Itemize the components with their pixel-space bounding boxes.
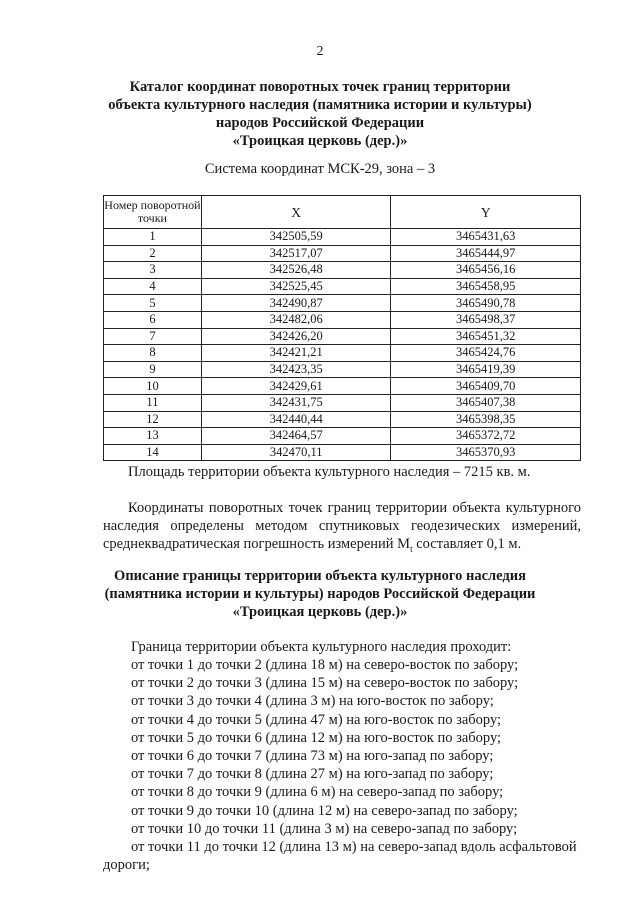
table-row xyxy=(104,444,581,461)
boundary-segment: от точки 5 до точки 6 (длина 12 м) на юго-восток по забору; xyxy=(131,729,502,746)
table-row xyxy=(104,411,581,428)
y-cell: 3465456,16 xyxy=(391,262,581,279)
description-heading-line: Описание границы территории объекта культурного наследия xyxy=(114,568,526,584)
x-cell: 342490,87 xyxy=(201,295,391,312)
method-paragraph xyxy=(103,499,581,558)
description-heading xyxy=(60,567,580,621)
coordinate-system: Система координат МСК-29, зона – 3 xyxy=(204,161,436,177)
boundary-segment: от точки 3 до точки 4 (длина 3 м) на юго-восток по забору; xyxy=(131,693,494,710)
method-line: Координаты поворотных точек границ территории объекта культурного xyxy=(128,500,581,516)
description-heading-line: (памятника истории и культуры) народов Российской Федерации xyxy=(104,586,536,602)
y-cell: 3465431,63 xyxy=(391,229,581,246)
y-cell: 3465498,37 xyxy=(391,311,581,328)
y-cell: 3465419,39 xyxy=(391,361,581,378)
x-cell: 342517,07 xyxy=(201,245,391,262)
x-cell: 342526,48 xyxy=(201,262,391,279)
table-row xyxy=(104,361,581,378)
point-number-cell: 11 xyxy=(104,394,202,411)
point-number-cell: 14 xyxy=(104,444,202,461)
header-point-number: Номер поворотной точки xyxy=(104,196,202,229)
point-number-cell: 2 xyxy=(104,245,202,262)
table-row xyxy=(104,378,581,395)
x-cell: 342525,45 xyxy=(201,278,391,295)
table-header-row xyxy=(104,196,581,229)
catalog-heading xyxy=(60,78,580,150)
point-number-cell: 1 xyxy=(104,229,202,246)
area-text: Площадь территории объекта культурного наследия – 7215 кв. м. xyxy=(128,464,531,480)
point-number-cell: 5 xyxy=(104,295,202,312)
y-cell: 3465409,70 xyxy=(391,378,581,395)
x-cell: 342440,44 xyxy=(201,411,391,428)
catalog-heading-line: народов Российской Федерации xyxy=(215,115,425,131)
x-cell: 342505,59 xyxy=(201,229,391,246)
table-row xyxy=(104,394,581,411)
method-line-text: среднеквадратическая погрешность измерений M xyxy=(103,536,411,552)
boundary-segment: от точки 1 до точки 2 (длина 18 м) на северо-восток по забору; xyxy=(131,657,519,673)
point-number-cell: 10 xyxy=(104,378,202,395)
page-number: 2 xyxy=(316,44,324,59)
description-heading-line: «Троицкая церковь (дер.)» xyxy=(232,604,408,620)
y-cell: 3465444,97 xyxy=(391,245,581,262)
boundary-segment: от точки 2 до точки 3 (длина 15 м) на северо-восток по забору; xyxy=(131,675,519,692)
header-x: X xyxy=(201,196,391,229)
table-row xyxy=(104,311,581,328)
x-cell: 342464,57 xyxy=(201,428,391,445)
catalog-heading-line: «Троицкая церковь (дер.)» xyxy=(232,133,408,149)
method-line-end: составляет 0,1 м. xyxy=(412,536,522,552)
y-cell: 3465424,76 xyxy=(391,345,581,362)
coordinates-table xyxy=(103,195,581,461)
boundary-segment: от точки 11 до точки 12 (длина 13 м) на северо-запад вдоль асфальтовой xyxy=(131,839,577,855)
y-cell: 3465407,38 xyxy=(391,394,581,411)
table-row xyxy=(104,262,581,279)
boundary-segment: от точки 10 до точки 11 (длина 3 м) на северо-запад по забору; xyxy=(131,820,518,837)
x-cell: 342421,21 xyxy=(201,345,391,362)
table-row xyxy=(104,295,581,312)
y-cell: 3465370,93 xyxy=(391,444,581,461)
point-number-cell: 8 xyxy=(104,345,202,362)
x-cell: 342426,20 xyxy=(201,328,391,345)
header-y: Y xyxy=(391,196,581,229)
boundary-intro: Граница территории объекта культурного наследия проходит: xyxy=(131,639,512,655)
table-row xyxy=(104,245,581,262)
boundary-continuation: дороги; xyxy=(103,857,150,873)
boundary-segment: от точки 8 до точки 9 (длина 6 м) на северо-запад по забору; xyxy=(131,784,504,801)
x-cell: 342429,61 xyxy=(201,378,391,395)
y-cell: 3465398,35 xyxy=(391,411,581,428)
x-cell: 342470,11 xyxy=(201,444,391,461)
boundary-segment: от точки 4 до точки 5 (длина 47 м) на юго-восток по забору; xyxy=(131,711,502,728)
table-row xyxy=(104,328,581,345)
table-row xyxy=(104,428,581,445)
point-number-cell: 6 xyxy=(104,311,202,328)
boundary-segment: от точки 6 до точки 7 (длина 73 м) на юго-запад по забору; xyxy=(131,748,494,764)
point-number-cell: 4 xyxy=(104,278,202,295)
catalog-heading-line: Каталог координат поворотных точек границ территории xyxy=(129,79,511,95)
table-row xyxy=(104,345,581,362)
point-number-cell: 7 xyxy=(104,328,202,345)
y-cell: 3465458,95 xyxy=(391,278,581,295)
method-line xyxy=(103,535,581,558)
boundary-segment: от точки 7 до точки 8 (длина 27 м) на юго-запад по забору; xyxy=(131,766,494,783)
table-row xyxy=(104,229,581,246)
x-cell: 342431,75 xyxy=(201,394,391,411)
method-subscript: t xyxy=(410,543,413,554)
point-number-cell: 13 xyxy=(104,428,202,445)
point-number-cell: 9 xyxy=(104,361,202,378)
point-number-cell: 12 xyxy=(104,411,202,428)
catalog-heading-line: объекта культурного наследия (памятника истории и культуры) xyxy=(108,97,532,113)
x-cell: 342482,06 xyxy=(201,311,391,328)
y-cell: 3465372,72 xyxy=(391,428,581,445)
boundary-segment: от точки 9 до точки 10 (длина 12 м) на северо-запад по забору; xyxy=(131,802,518,819)
y-cell: 3465490,78 xyxy=(391,295,581,312)
point-number-cell: 3 xyxy=(104,262,202,279)
x-cell: 342423,35 xyxy=(201,361,391,378)
y-cell: 3465451,32 xyxy=(391,328,581,345)
method-line: наследия определены методом спутниковых геодезических измерений, xyxy=(103,518,581,534)
table-row xyxy=(104,278,581,295)
